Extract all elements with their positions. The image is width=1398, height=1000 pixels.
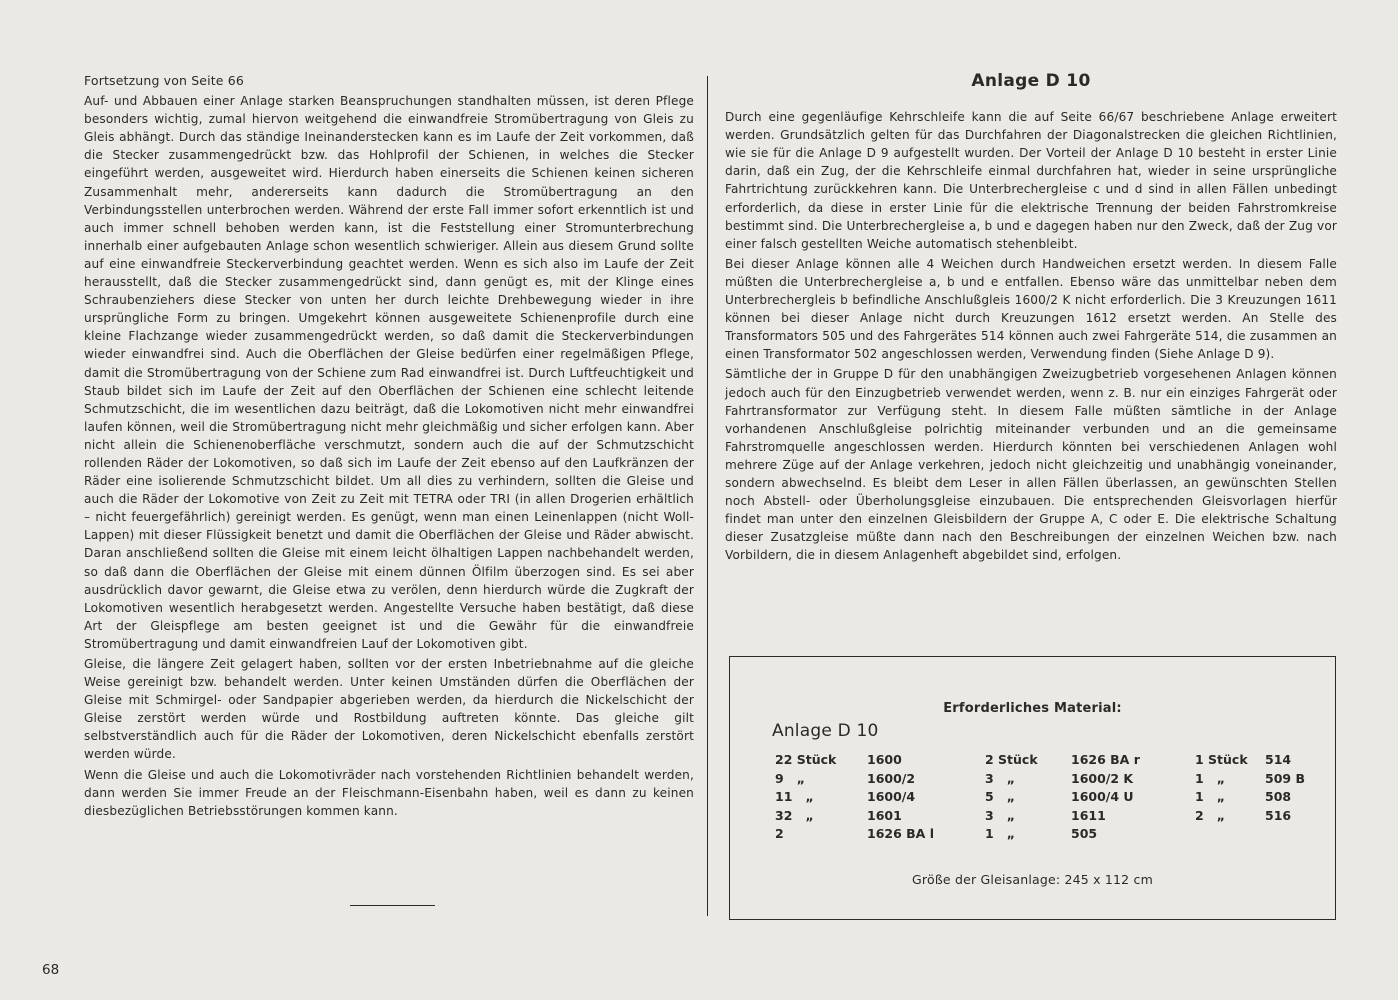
part-cell: 1600/2 bbox=[867, 770, 916, 786]
layout-size: Größe der Gleisanlage: 245 x 112 cm bbox=[912, 872, 1153, 887]
part-cell: 1600/4 U bbox=[1071, 789, 1134, 804]
material-layout-name: Anlage D 10 bbox=[772, 721, 879, 741]
material-row bbox=[775, 807, 1295, 826]
continuation-note: Fortsetzung von Seite 66 bbox=[84, 73, 244, 88]
right-column bbox=[725, 72, 1337, 566]
part-cell: 1600/4 bbox=[867, 789, 916, 804]
qty-cell: 1 Stück bbox=[1195, 752, 1248, 767]
qty-cell: 1 „ bbox=[1195, 789, 1225, 804]
paragraph: Auf- und Abbauen einer Anlage starken Beanspruchungen standhalten müssen, ist deren Pflege besonders wichtig, zumal hiervon weitgehend die einwandfreie Stromübertragung von Gleis zu Gleis abhängt. Durch das ständige Ineinanderstecken kann es im Laufe der Zeit vorkommen, daß die Stecker zusammengedrückt bzw. das Hohlprofil der Schienen, in welches die Stecker eingeführt werden, ausgeweitet wird. Hierdurch haben einerseits die Schienen keinen sicheren Zusammenhalt mehr, andererseits kann dadurch die Stromübertragung an den Verbindungsstellen unterbrochen werden. Während der erste Fall immer sofort erkenntlich ist und auch immer schnell behoben werden kann, ist die Feststellung einer Stromunterbrechung innerhalb einer aufgebauten Anlage schon wesentlich schwieriger. Allein aus diesem Grund sollte auf eine einwandfreie Steckerverbindung geachtet werden. Wenn es sich also im Laufe der Zeit herausstellt, daß die Stecker zusammengedrückt sind, dann genügt es, mit der Klinge eines Schraubenziehers diese Stecker von unten her durch leichte Drehbewegung wieder in ihre ursprüngliche Form zu bringen. Umgekehrt können ausgeweitete Schienenprofile durch eine kleine Flachzange wieder zusammengedrückt werden, so daß damit die Steckerverbindungen wieder einwandfrei sind. Auch die Oberflächen der Gleise bedürfen einer regelmäßigen Pflege, damit die Stromübertragung von der Schiene zum Rad einwandfrei ist. Durch Luftfeuchtigkeit und Staub bildet sich im Laufe der Zeit auf den Oberflächen der Schienen eine schlecht leitende Schmutzschicht, die im wesentlichen dazu beiträgt, daß die Lokomotiven nicht mehr einwandfrei laufen können, weil die Stromübertragung nicht mehr gleichmäßig und sicher erfolgen kann. Aber nicht allein die Schienenoberfläche verschmutzt, sondern auch die auf der Schmutzschicht rollenden Räder der Lokomotiven, so daß sich im Laufe der Zeit ebenso auf den Laufkränzen der Räder eine isolierende Schmutzschicht bildet. Um all dies zu verhindern, sollten die Gleise und auch die Räder der Lokomotive von Zeit zu Zeit mit TETRA oder TRI (in allen Drogerien erhältlich – nicht feuergefährlich) gereinigt werden. Es genügt, wenn man einen Leinenlappen (nicht Woll-Lappen) mit dieser Flüssigkeit benetzt und damit die Oberflächen der Gleise und Räder abwischt. Daran anschließend sollten die Gleise mit einem leicht ölhaltigen Lappen nachbehandelt werden, so daß dann die Oberflächen der Gleise mit einem dünnen Ölfilm überzogen sind. Es sei aber ausdrücklich davor gewarnt, die Gleise etwa zu verölen, denn hierdurch würde die Zugkraft der Lokomotiven wesentlich herabgesetzt werden. Angestellte Versuche haben bestätigt, daß diese Art der Gleispflege am besten geeignet ist und die Gewähr für die einwandfreie Stromübertragung und damit einwandfreien Lauf der Lokomotiven gibt. bbox=[84, 94, 694, 651]
part-cell: 1611 bbox=[1071, 807, 1106, 823]
page-number: 68 bbox=[42, 962, 60, 978]
paragraph: Bei dieser Anlage können alle 4 Weichen durch Handweichen ersetzt werden. In diesem Falle müßten die Unterbrechergleise a, b und e entfallen. Ebenso wäre das unmittelbar neben dem Unterbrechergleis b befindliche Anschlußgleis 1600/2 K nicht erforderlich. Die 3 Kreuzungen 1611 können bei dieser Anlage nicht durch Kreuzungen 1612 ersetzt werden. An Stelle des Transformators 505 und des Fahrgerätes 514 können auch zwei Fahrgeräte 514, die zusammen an einen Transformator 502 angeschlossen werden, Verwendung finden (Siehe Anlage D 9). bbox=[725, 256, 1337, 362]
material-box bbox=[729, 656, 1336, 920]
material-heading: Erforderliches Material: bbox=[943, 701, 1122, 716]
material-table bbox=[775, 751, 1305, 844]
part-cell: 1626 BA r bbox=[1071, 752, 1140, 767]
column-divider bbox=[707, 76, 708, 916]
part-cell: 1626 BA l bbox=[867, 826, 934, 841]
qty-cell: 2 „ bbox=[1195, 807, 1225, 823]
paragraph: Sämtliche der in Gruppe D für den unabhängigen Zweizugbetrieb vorgesehenen Anlagen können jedoch auch für den Einzugbetrieb verwendet werden, wenn z. B. nur ein einziges Fahrgerät oder Fahrtransformator zur Verfügung steht. In diesem Falle müßten sämtliche in der Anlage vorhandenen Anschlußgleise polrichtig miteinander verbunden und an die gemeinsame Fahrstromquelle angeschlossen werden. Hierdurch könnten bei verschiedenen Anlagen wohl mehrere Züge auf der Anlage verkehren, jedoch nicht gleichzeitig und unabhängig voneinander, sondern abwechselnd. Es bleibt dem Leser in allen Fällen überlassen, an gewünschten Stellen noch Abstell- oder Überholungsgleise einzubauen. Die entsprechenden Gleisvorlagen hierfür findet man unter den einzelnen Gleisbildern der Gruppe A, C oder E. Die elektrische Schaltung dieser Zusatzgleise müßte dann nach den Beschreibungen der einzelnen Weichen bzw. nach Vorbildern, die in diesem Anlagenheft abgebildet sind, erfolgen. bbox=[725, 367, 1337, 563]
paragraph: Wenn die Gleise und auch die Lokomotivräder nach vorstehenden Richtlinien behandelt werden, dann werden Sie immer Freude an der Fleischmann-Eisenbahn haben, weil es dann zu keinen diesbezüglichen Betriebsstörungen kommen kann. bbox=[84, 767, 694, 818]
part-cell: 1600/2 K bbox=[1071, 770, 1134, 786]
qty-cell: 32 „ bbox=[775, 807, 814, 823]
end-rule bbox=[350, 905, 435, 906]
paragraph: Durch eine gegenläufige Kehrschleife kann die auf Seite 66/67 beschriebene Anlage erweitert werden. Grundsätzlich gelten für das Durchfahren der Diagonalstrecken die gleichen Richtlinien, wie sie für die Anlage D 9 aufgestellt wurden. Der Vorteil der Anlage D 10 besteht in erster Linie darin, daß ein Zug, der die Kehrschleife einmal durchfahren hat, wieder in seine ursprüngliche Fahrtrichtung zurückkehren kann. Die Unterbrechergleise c und d sind in allen Fällen unbedingt erforderlich, da diese in erster Linie für die elektrische Trennung der beiden Fahrstromkreise bestimmt sind. Die Unterbrechergleise a, b und e dagegen haben nur den Zweck, daß der Zug vor einer falsch gestellten Weiche automatisch stehenbleibt. bbox=[725, 110, 1337, 251]
material-row bbox=[775, 788, 1295, 807]
part-cell: 1600 bbox=[867, 752, 902, 767]
qty-cell: 3 „ bbox=[985, 807, 1015, 823]
qty-cell: 1 „ bbox=[985, 826, 1015, 841]
paragraph: Gleise, die längere Zeit gelagert haben, sollten vor der ersten Inbetriebnahme auf die gleiche Weise gereinigt bzw. behandelt werden. Unter keinen Umständen dürfen die Oberflächen der Gleise mit Schmirgel- oder Sandpapier abgerieben werden, da hierdurch die Nickelschicht der Gleise zerstört werden würde und Rostbildung auftreten könnte. Das gleiche gilt selbstverständlich auch für die Räder der Lokomotiven, deren Nickelschicht ebenfalls zerstört werden würde. bbox=[84, 657, 694, 762]
qty-cell: 22 Stück bbox=[775, 752, 837, 767]
qty-cell: 11 „ bbox=[775, 789, 814, 804]
part-cell: 516 bbox=[1265, 807, 1292, 823]
part-cell: 505 bbox=[1071, 826, 1098, 841]
qty-cell: 3 „ bbox=[985, 770, 1015, 786]
material-row bbox=[775, 825, 1295, 844]
material-row bbox=[775, 770, 1305, 789]
qty-cell: 9 „ bbox=[775, 770, 805, 786]
section-title: Anlage D 10 bbox=[971, 71, 1091, 91]
part-cell: 509 B bbox=[1265, 770, 1305, 786]
left-column bbox=[84, 72, 694, 822]
part-cell: 514 bbox=[1265, 752, 1292, 767]
part-cell: 508 bbox=[1265, 789, 1292, 804]
qty-cell: 5 „ bbox=[985, 789, 1015, 804]
qty-cell: 2 bbox=[775, 826, 784, 841]
material-row bbox=[775, 751, 1295, 770]
part-cell: 1601 bbox=[867, 807, 902, 823]
qty-cell: 2 Stück bbox=[985, 752, 1038, 767]
qty-cell: 1 „ bbox=[1195, 770, 1225, 786]
